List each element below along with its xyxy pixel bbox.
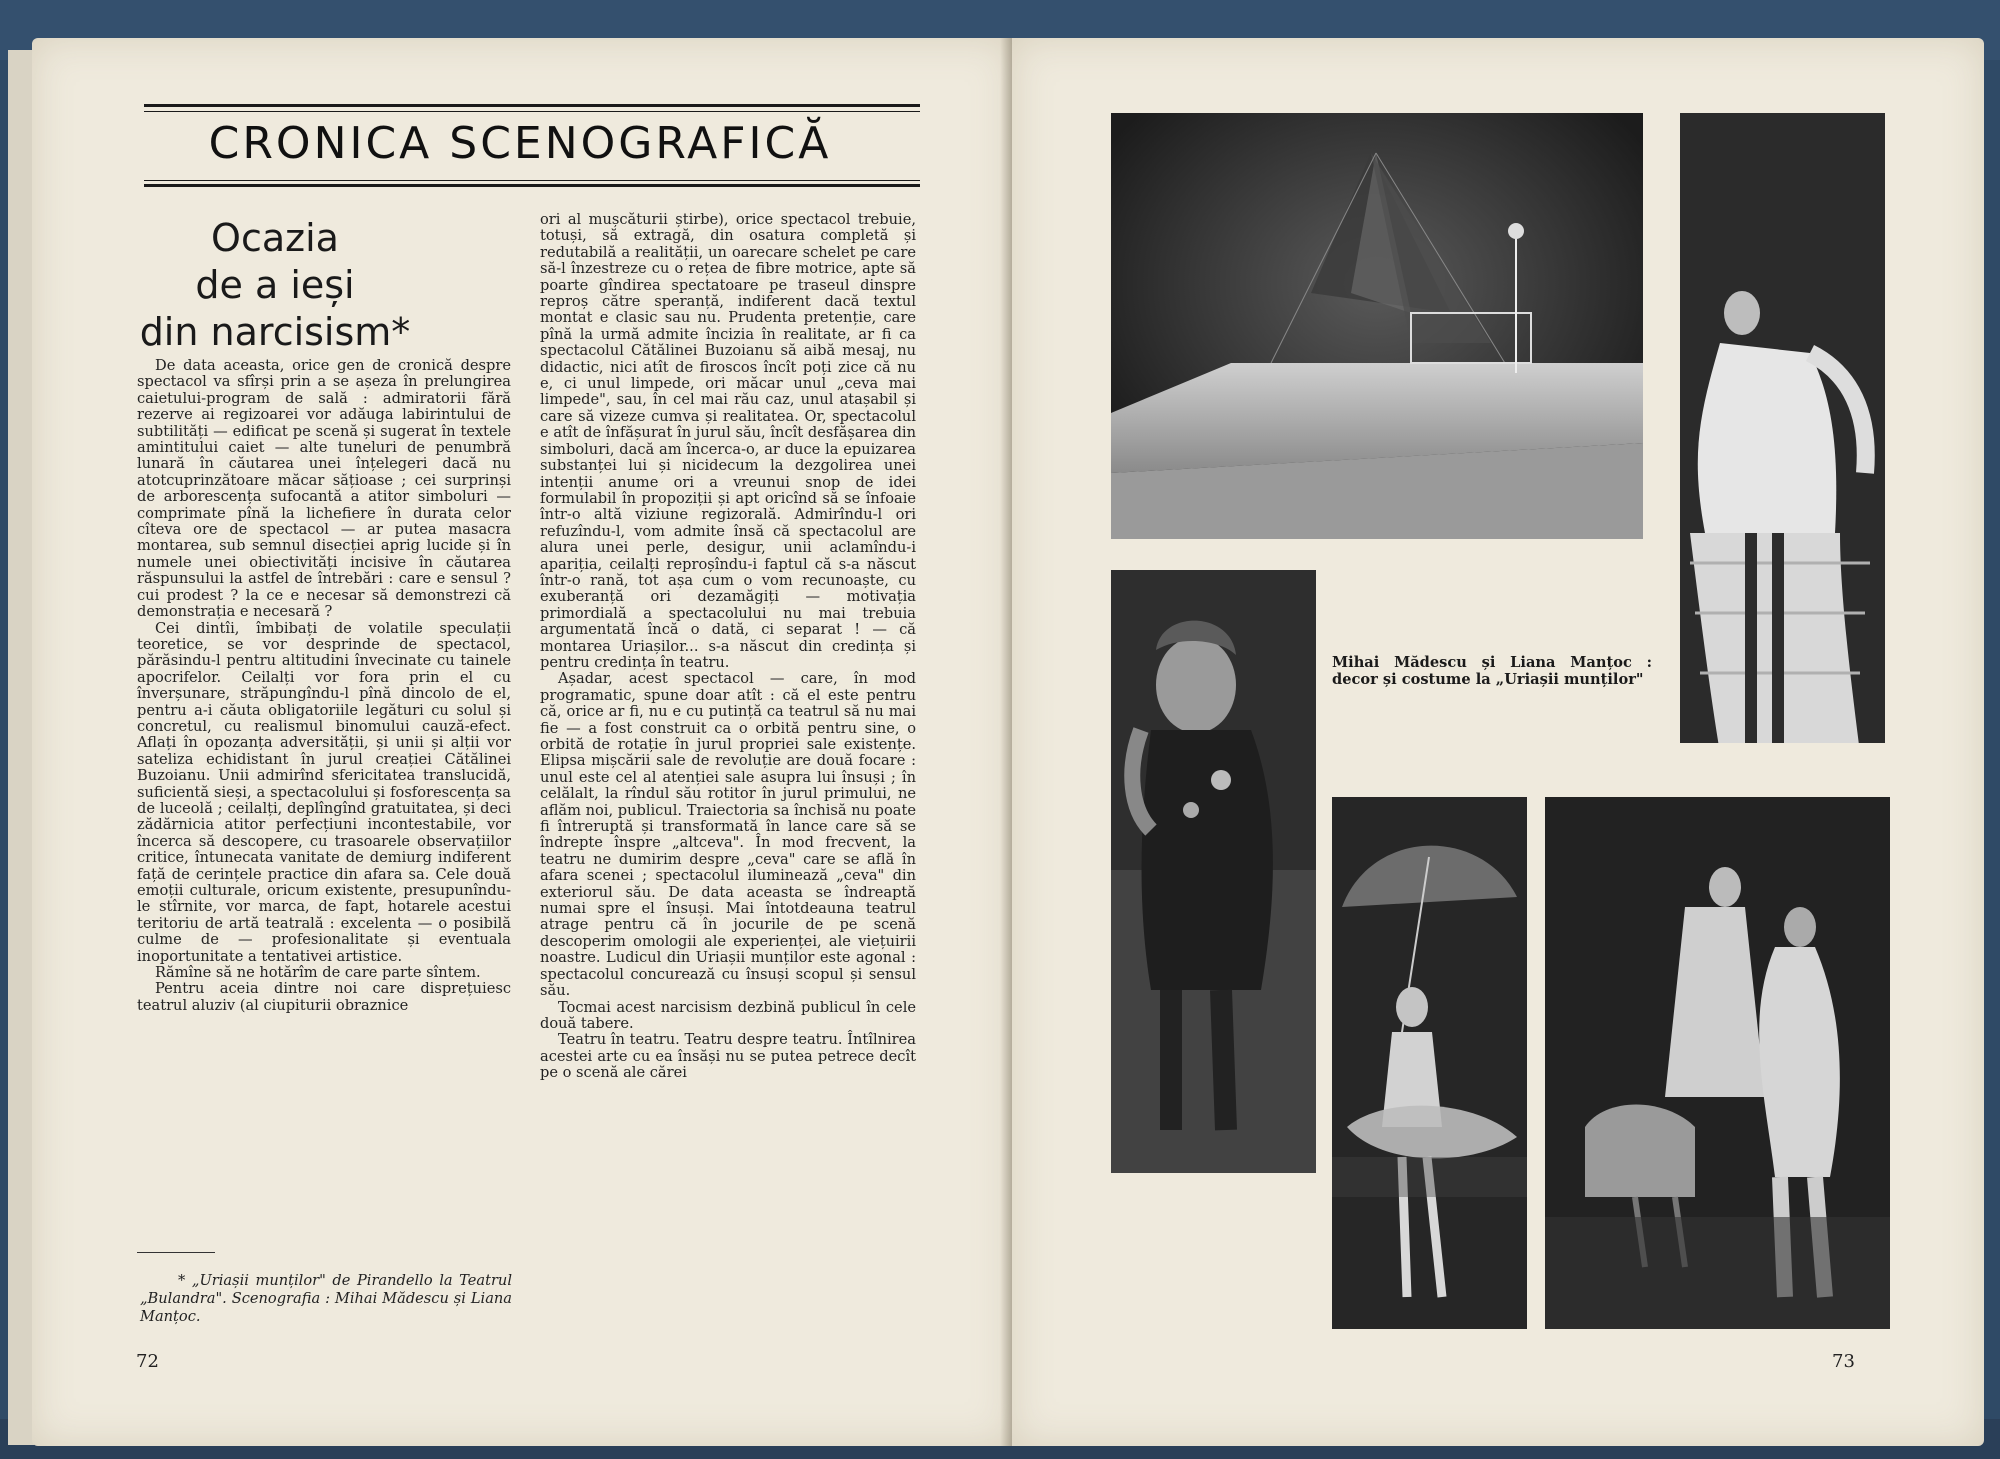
paragraph: Rămîne să ne hotărîm de care parte sîntem. bbox=[155, 964, 481, 982]
page-edge-stack bbox=[8, 50, 35, 1445]
actor-portrait-photo bbox=[1111, 570, 1316, 1173]
costume-dress-photo bbox=[1680, 113, 1885, 743]
paragraph: Pentru aceia dintre noi care disprețuiesc teatrul aluziv (al ciupiturii obraznice bbox=[137, 980, 511, 1014]
title-line: Ocazia bbox=[211, 216, 339, 260]
actor-portrait-image bbox=[1111, 570, 1316, 1173]
header-rule-top-thin bbox=[144, 111, 920, 112]
umbrella-dancer-image bbox=[1332, 797, 1527, 1329]
footnote-rule bbox=[137, 1252, 215, 1253]
stage-set-image bbox=[1111, 113, 1643, 539]
paragraph: Așadar, acest spectacol — care, în mod programatic, spune doar atît : că el este pentru că, orice ar fi, nu e cu putință ca teatrul să nu mai fie — a fost construit ca o orbită pentru sine, o orbită de rotație în jurul propriei sale existențe. Elipsa mișcării sale de revoluție are două focare : unul este cel al atenției sale asupra lui însuși ; în celălalt, la rîndul său rotitor în jurul primului, ne aflăm noi, publicul. Traiectoria sa închisă nu poate fi întreruptă și transformată în lance care să se îndrepte înspre „altceva". În mod frecvent, la teatru ne dumirim despre „ceva" care se află în afara scenei ; spectacolul iluminează „ceva" din exteriorul său. De data aceasta se îndreaptă numai spre el însuși. Mai întotdeauna teatrul atrage pentru că în jocurile de pe scenă descoperim omologii ale experienței, ale viețuirii noastre. Ludicul din Uriașii munților este agonal : spectacolul concurează cu însuși scopul și sensul său. bbox=[540, 670, 916, 1000]
title-line: de a ieși bbox=[195, 263, 355, 307]
paragraph: Cei dintîi, îmbibați de volatile speculații teoretice, se vor desprinde de spectacol, părăsindu-l pentru altitudini învecinate cu tainele apocrifelor. Ceilalți vor fora prin el cu înverșunare, străpungîndu-l pînă dincolo de el, pentru a-i căuta obligatoriile legături cu solul și concretul, cu realismul binomului cauză-efect. Aflați în opozanța adversității, și unii și alții vor sateliza echidistant în jurul creației Cătălinei Buzoianu. Unii admirînd sfericitatea translucidă, suficientă sieși, a spectacolului și fosforescența sa de luceolă ; ceilalți, deplîngînd gratuitatea, și deci zădărnicia atitor perfecțiuni incontestabile, vor încerca să descopere, cu trasoarele observațiilor critice, întunecata vanitate de demiurg indiferent față de cerințele practice din afara sa. Cele două emoții culturale, oricum existente, presupunîndu-le stîrnite, vor marca, de fapt, hotarele acestui teritoriu de artă teatrală : excelenta — o posibilă culme de — profesionalitate și eventuala inoportunitate a tentativei artistice. bbox=[137, 619, 511, 965]
header-rule-top bbox=[144, 104, 920, 107]
footnote bbox=[140, 1272, 512, 1326]
umbrella-dancer-photo bbox=[1332, 797, 1527, 1329]
costume-dress-image bbox=[1680, 113, 1885, 743]
page-number-right: 73 bbox=[1832, 1351, 1855, 1372]
paragraph: ori al mușcăturii știrbe), orice spectacol trebuie, totuși, să extragă, din osatura completă și redutabilă a realității, un oarecare schelet pe care să-l înzestreze cu o rețea de fibre motrice, apte să poarte gîndirea spectatoare pe traseul dinspre reproș către speranță, indiferent dacă textul montat e clasic sau nu. Prudenta pretenție, care pînă la urmă admite încizia în realitate, ar fi ca spectacolul Cătălinei Buzoianu să aibă mesaj, nu didactic, nici atît de firoscos încît poți zice că nu e, ci unul limpede, ori măcar unul „ceva mai limpede", sau, în cel mai rău caz, unul atașabil și care să vizeze cumva și realitatea. Or, spectacolul e atît de înfășurat în jurul său, încît desfășarea din simboluri, dacă am încerca-o, ar duce la epuizarea substanței lui și nicidecum la dezgolirea unei intenții anume ori a vreunui snop de idei formulabil în propoziții și apt oricînd să se înfoaie într-o altă viziune regizorală. Admirîndu-l ori refuzîndu-l, vom admite însă că spectacolul are alura unei perle, desigur, unii aclamîndu-i apariția, ceilalți reproșîndu-i faptul că s-a născut într-o rană, tot așa cum o vom recunoaște, cu exuberanță ori dezamăgiți — motivația primordială a spectacolului nu mai trebuia argumentată încă o dată, ci separat ! — că montarea Uriașilor... s-a născut din credința și pentru credința în teatru. bbox=[540, 211, 916, 671]
page-number-left: 72 bbox=[136, 1351, 159, 1372]
header-rule-bottom-thin bbox=[144, 180, 920, 181]
footnote-text: * „Uriașii munților" de Pirandello la Teatrul „Bulandra". Scenografia : Mihai Mădescu și Liana Manțoc. bbox=[140, 1272, 512, 1325]
couple-scene-image bbox=[1545, 797, 1890, 1329]
couple-scene-photo bbox=[1545, 797, 1890, 1329]
paragraph: De data aceasta, orice gen de cronică despre spectacol va sfîrși prin a se așeza în prelungirea caietului-program de sală : admiratorii fără rezerve ai regizoarei vor adăuga labirintului de subtilități — edificat pe scenă și sugerat în textele amintitului caiet — alte tuneluri de penumbră lunară în căutarea unei înțelegeri dacă nu atotcuprinzătoare măcar sățioase ; cei surprinși de arborescența sufocantă a atitor simboluri — comprimate pînă la lichefiere în durata celor cîteva ore de spectacol — ar putea masacra montarea, sub semnul disecției aprig lucide și în numele unei obiectivități incisive în căutarea răspunsului la astfel de întrebări : care e sensul ? cui prodest ? la ce e necesar să demonstrezi că demonstrația e necesară ? bbox=[137, 357, 511, 621]
header-rule-bottom bbox=[144, 184, 920, 187]
photo-caption: Mihai Mădescu și Liana Manțoc : decor și costume la „Uriașii munților" bbox=[1332, 654, 1652, 688]
section-header: CRONICA SCENOGRAFICĂ bbox=[208, 118, 832, 169]
article-title bbox=[110, 215, 440, 356]
stage-set-photo bbox=[1111, 113, 1643, 539]
text-column-2 bbox=[540, 212, 916, 1082]
text-column-1 bbox=[137, 358, 511, 1014]
title-line: din narcisism* bbox=[139, 310, 411, 354]
paragraph: Tocmai acest narcisism dezbină publicul în cele două tabere. bbox=[540, 998, 916, 1032]
paragraph: Teatru în teatru. Teatru despre teatru. Întîlnirea acestei arte cu ea însăși nu se putea petrece decît pe o scenă ale cărei bbox=[540, 1031, 916, 1082]
